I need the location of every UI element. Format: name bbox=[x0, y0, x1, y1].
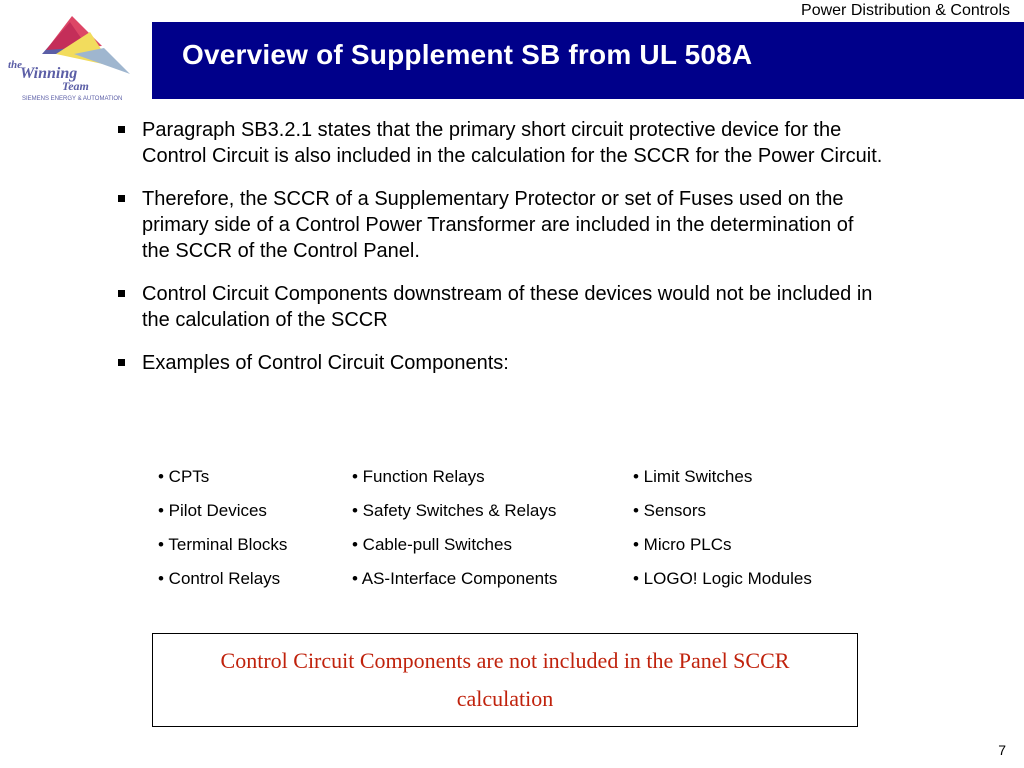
component-item: • Terminal Blocks bbox=[158, 535, 288, 554]
logo-text-the: the bbox=[8, 59, 23, 71]
callout-box bbox=[152, 633, 858, 727]
callout-line-1: Control Circuit Components are not included in the Panel SCCR bbox=[220, 648, 790, 673]
bullet-text: Therefore, the SCCR of a Supplementary Protector or set of Fuses used on the primary side of a Control Power Transformer are included in the determination of the SCCR of the Control Panel. bbox=[142, 188, 854, 262]
component-item: • AS-Interface Components bbox=[352, 569, 558, 588]
page-number: 7 bbox=[998, 742, 1006, 758]
components-row bbox=[158, 460, 878, 494]
logo-text-winning: Winning bbox=[20, 65, 78, 82]
component-item: • CPTs bbox=[158, 467, 210, 486]
bullet-item bbox=[116, 281, 886, 333]
bullet-text: Control Circuit Components downstream of these devices would not be included in the calculation of the SCCR bbox=[142, 283, 873, 331]
component-item: • Cable-pull Switches bbox=[352, 535, 512, 554]
components-row bbox=[158, 528, 878, 562]
component-item: • Limit Switches bbox=[633, 467, 753, 486]
logo-tagline: SIEMENS ENERGY & AUTOMATION bbox=[22, 96, 123, 102]
bullet-item bbox=[116, 186, 886, 264]
component-item: • Micro PLCs bbox=[633, 535, 732, 554]
bullet-text: Examples of Control Circuit Components: bbox=[142, 352, 509, 374]
component-item: • Control Relays bbox=[158, 569, 281, 588]
component-item: • Pilot Devices bbox=[158, 501, 267, 520]
slide-title: Overview of Supplement SB from UL 508A bbox=[182, 39, 753, 70]
component-item: • Safety Switches & Relays bbox=[352, 501, 557, 520]
components-row bbox=[158, 494, 878, 528]
components-grid bbox=[158, 460, 878, 596]
bullet-list bbox=[116, 117, 886, 393]
bullet-text: Paragraph SB3.2.1 states that the primary short circuit protective device for the Control Circuit is also included in the calculation for the SCCR for the Power Circuit. bbox=[142, 119, 883, 167]
square-bullet-icon bbox=[118, 126, 125, 133]
bullet-item bbox=[116, 117, 886, 169]
winning-team-logo bbox=[0, 14, 148, 104]
component-item: • LOGO! Logic Modules bbox=[633, 569, 812, 588]
square-bullet-icon bbox=[118, 195, 125, 202]
square-bullet-icon bbox=[118, 359, 125, 366]
title-bar bbox=[152, 22, 1024, 99]
component-item: • Function Relays bbox=[352, 467, 485, 486]
section-label: Power Distribution & Controls bbox=[801, 2, 1010, 19]
callout-line-2: calculation bbox=[456, 686, 554, 711]
component-item: • Sensors bbox=[633, 501, 707, 520]
logo-text-team: Team bbox=[62, 79, 89, 93]
bullet-item bbox=[116, 350, 886, 376]
square-bullet-icon bbox=[118, 290, 125, 297]
components-row bbox=[158, 562, 878, 596]
